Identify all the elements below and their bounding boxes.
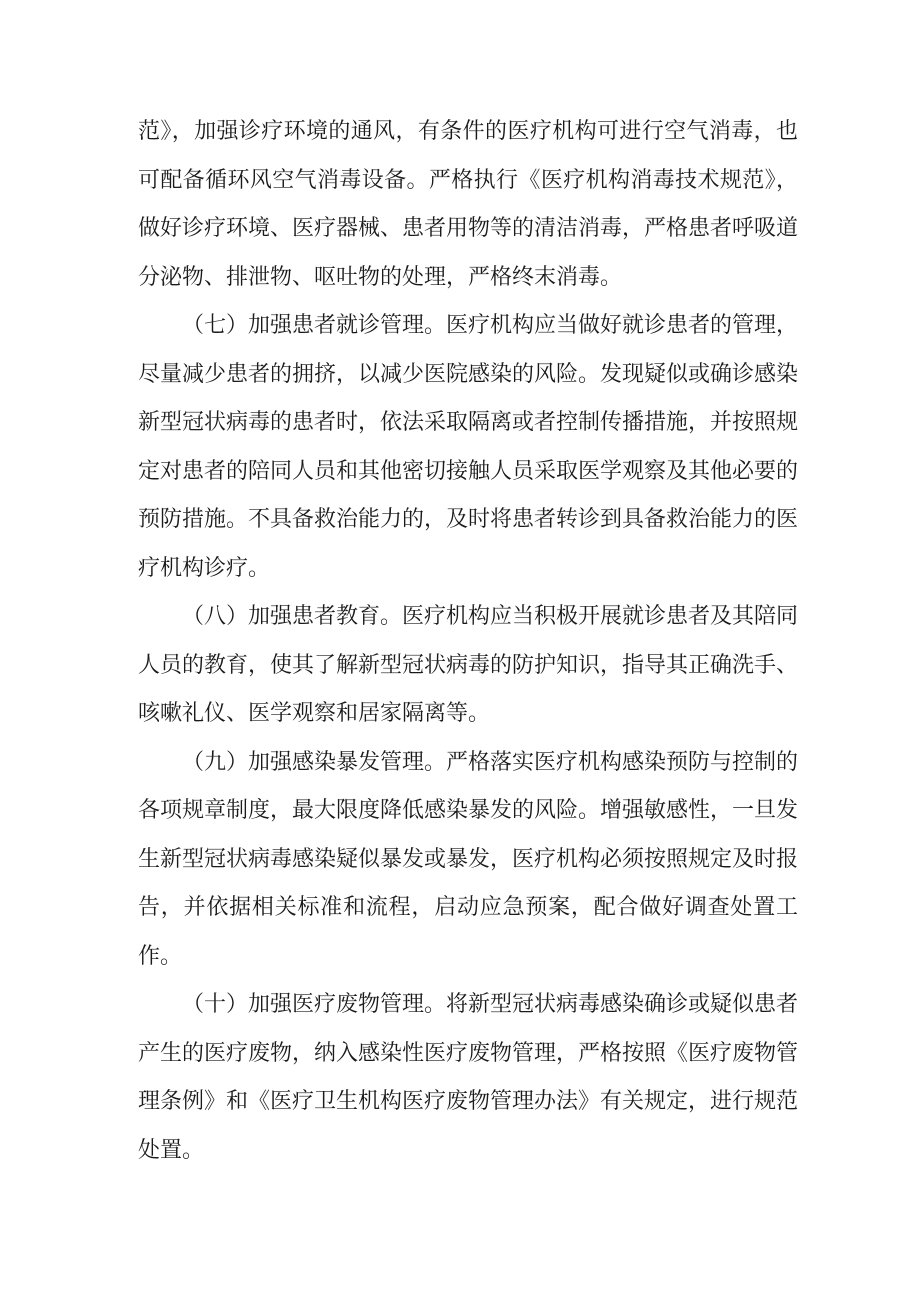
paragraph-section-7: （七）加强患者就诊管理。医疗机构应当做好就诊患者的管理，尽量减少患者的拥挤，以减少医院感染的风险。发现疑似或确诊感染新型冠状病毒的患者时，依法采取隔离或者控制传播措施，并按照规定对患者的陪同人员和其他密切接触人员采取医学观察及其他必要的预防措施。不具备救治能力的，及时将患者转诊到具备救治能力的医疗机构诊疗。 (138, 313, 799, 581)
paragraph-continuation: 范》，加强诊疗环境的通风，有条件的医疗机构可进行空气消毒，也可配备循环风空气消毒设备。严格执行《医疗机构消毒技术规范》，做好诊疗环境、医疗器械、患者用物等的清洁消毒，严格患者呼吸道分泌物、排泄物、呕吐物的处理，严格终末消毒。 (138, 119, 799, 290)
document-body (138, 108, 798, 1175)
paragraph-section-10: （十）加强医疗废物管理。将新型冠状病毒感染确诊或疑似患者产生的医疗废物，纳入感染性医疗废物管理，严格按照《医疗废物管理条例》和《医疗卫生机构医疗废物管理办法》有关规定，进行规范处置。 (138, 992, 799, 1163)
paragraph-section-9: （九）加强感染暴发管理。严格落实医疗机构感染预防与控制的各项规章制度，最大限度降低感染暴发的风险。增强敏感性，一旦发生新型冠状病毒感染疑似暴发或暴发，医疗机构必须按照规定及时报告，并依据相关标准和流程，启动应急预案，配合做好调查处置工作。 (138, 749, 799, 969)
paragraph-section-8: （八）加强患者教育。医疗机构应当积极开展就诊患者及其陪同人员的教育，使其了解新型冠状病毒的防护知识，指导其正确洗手、咳嗽礼仪、医学观察和居家隔离等。 (138, 604, 799, 726)
